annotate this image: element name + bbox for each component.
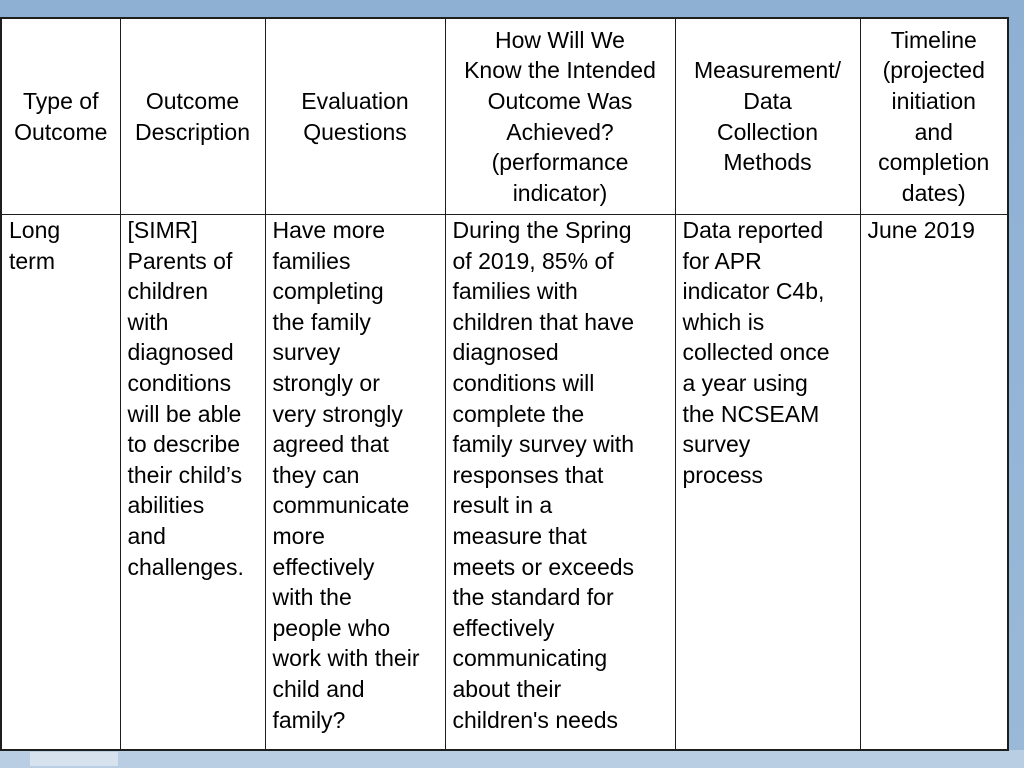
header-evaluation-questions: Evaluation Questions (265, 18, 445, 215)
cell-outcome-description: [SIMR] Parents of children with diagnosed conditions will be able to describe their child’s abilities and challenges. (120, 215, 265, 751)
cell-measurement-methods: Data reported for APR indicator C4b, which is collected once a year using the NCSEAM survey process (675, 215, 860, 751)
cell-evaluation-questions: Have more families completing the family survey strongly or very strongly agreed that they can communicate more effectively with the people who work with their child and family? (265, 215, 445, 751)
table-header-row (1, 18, 1008, 215)
header-timeline: Timeline (projected initiation and completion dates) (860, 18, 1008, 215)
table-row (1, 215, 1008, 751)
cell-type-of-outcome: Long term (1, 215, 120, 751)
bottom-mark (30, 752, 118, 766)
header-measurement-methods: Measurement/ Data Collection Methods (675, 18, 860, 215)
header-type-of-outcome: Type of Outcome (1, 18, 120, 215)
cell-timeline: June 2019 (860, 215, 1008, 751)
outcome-table (0, 17, 1009, 751)
cell-performance-indicator: During the Spring of 2019, 85% of families with children that have diagnosed conditions will complete the family survey with responses that result in a measure that meets or exceeds the standard for effectively communicating about their children's needs (445, 215, 675, 751)
header-outcome-description: Outcome Description (120, 18, 265, 215)
header-performance-indicator: How Will We Know the Intended Outcome Was Achieved? (performance indicator) (445, 18, 675, 215)
bottom-strip (0, 750, 1024, 768)
